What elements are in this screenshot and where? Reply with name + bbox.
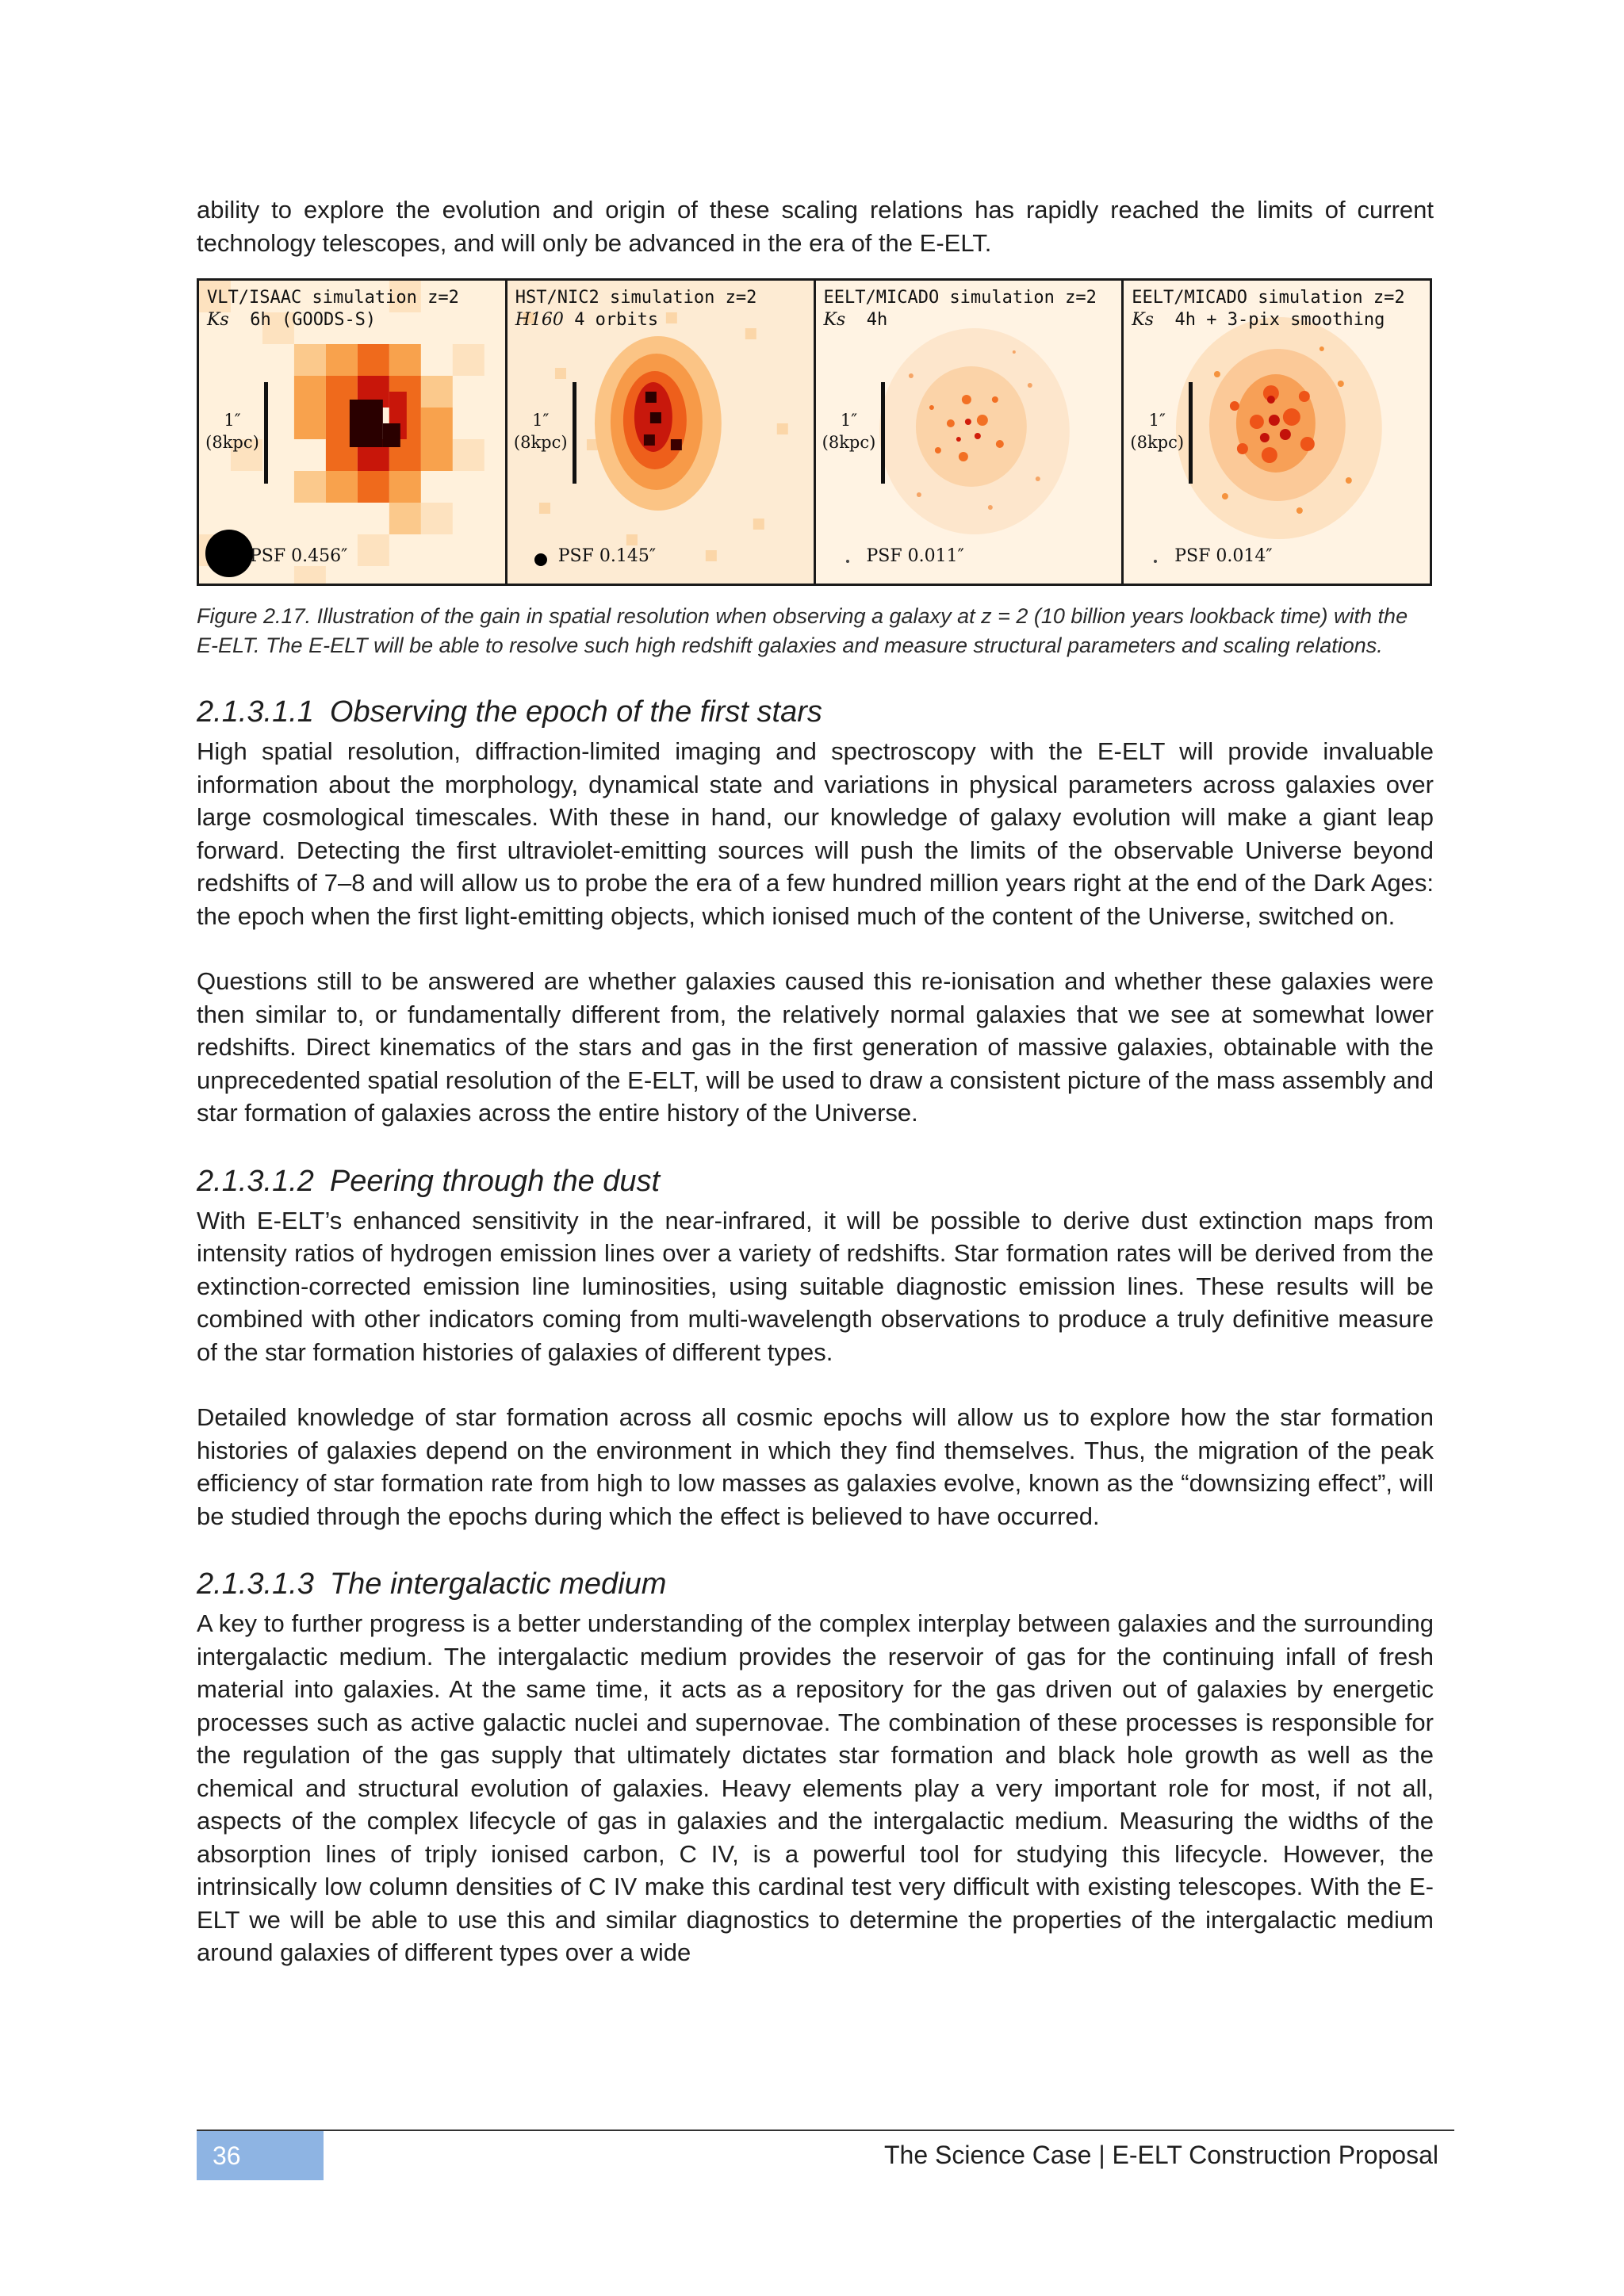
panel-title: VLT/ISAAC simulation z=2 Ks 6h (GOODS-S) bbox=[207, 288, 459, 330]
scale-label: 1″ (8kpc) bbox=[822, 411, 876, 452]
scale-bar bbox=[881, 382, 885, 484]
footer-rule bbox=[197, 2130, 1454, 2131]
section-heading: 2.1.3.1.2 Peering through the dust bbox=[197, 1164, 661, 1198]
page-content bbox=[197, 193, 1434, 1969]
panel-title: EELT/MICADO simulation z=2 Ks 4h bbox=[823, 288, 1097, 330]
footer-title: The Science Case | E-ELT Construction Proposal bbox=[883, 2141, 1438, 2169]
figure-panel-eelt-micado-smoothed bbox=[1124, 281, 1430, 584]
section-paragraph: With E-ELT’s enhanced sensitivity in the near-infrared, it will be possible to derive dust extinction maps from intensity ratios of hydrogen emission lines over a variety of redshifts. Star formation rates will be derived from the extinction-corrected emission line luminosities, using suitable diagnostic emission lines. These results will be combined with other indicators coming from multi-wavelength observations to produce a truly definitive measure of the star formation histories of galaxies of different types. bbox=[197, 1206, 1434, 1366]
scale-bar bbox=[573, 382, 576, 484]
figure-panel-eelt-micado bbox=[816, 281, 1124, 584]
figure-panel-hst-nic2 bbox=[508, 281, 816, 584]
panel-title: HST/NIC2 simulation z=2 H160 4 orbits bbox=[515, 288, 757, 330]
scale-bar bbox=[264, 382, 268, 484]
psf-label: PSF 0.011″ bbox=[866, 546, 964, 566]
scale-label: 1″ (8kpc) bbox=[513, 411, 568, 452]
section-paragraph: Questions still to be answered are whether galaxies caused this re-ionisation and whether these galaxies were then similar to, or fundamentally different from, the relatively normal galaxies that we see at somewhat lower redshifts. Direct kinematics of the stars and gas in the first generation of massive galaxies, obtainable with the unprecedented spatial resolution of the E-ELT, will be used to draw a consistent picture of the mass assembly and star formation of galaxies across the entire history of the Universe. bbox=[197, 967, 1434, 1127]
scale-label: 1″ (8kpc) bbox=[1130, 411, 1185, 452]
section-paragraph: Detailed knowledge of star formation across all cosmic epochs will allow us to explore how the star formation histories of galaxies depend on the environment in which they find themselves. Thus, the migration of the peak efficiency of star formation rate from high to low masses as galaxies evolve, known as the “downsizing effect”, will be studied through the epochs during which the effect is believed to have occurred. bbox=[197, 1403, 1434, 1530]
psf-label: PSF 0.145″ bbox=[557, 546, 657, 566]
scale-bar bbox=[1189, 382, 1193, 484]
figure-panel-vlt-isaac bbox=[199, 281, 508, 584]
section-heading: 2.1.3.1.1 Observing the epoch of the first stars bbox=[197, 695, 822, 729]
scale-label: 1″ (8kpc) bbox=[205, 411, 259, 452]
section-paragraph: A key to further progress is a better understanding of the complex interplay between galaxies and the surrounding intergalactic medium. The intergalactic medium provides the reservoir of gas for the continuing infall of fresh material into galaxies. At the same time, it acts as a repository for the gas driven out of galaxies by energetic processes such as active galactic nuclei and supernovae. The combination of these processes is responsible for the regulation of the gas supply that ultimately dictates star formation and black hole growth as well as the chemical and structural evolution of galaxies. Heavy elements play a very important role for most, if not all, aspects of the complex lifecycle of gas in galaxies and the intergalactic medium. Measuring the widths of the absorption lines of triply ionised carbon, C IV, is a powerful tool for studying this lifecycle. However, the intrinsically low column densities of C IV make this cardinal test very difficult with existing telescopes. With the E-ELT we will be able to use this and similar diagnostics to determine the properties of the intergalactic medium around galaxies of different types over a wide bbox=[197, 1609, 1434, 1966]
psf-label: PSF 0.456″ bbox=[250, 546, 348, 566]
figure-caption: Figure 2.17. Illustration of the gain in spatial resolution when observing a galaxy at z = 2 (10 billion years lookback time) with the E-ELT. The E-ELT will be able to resolve such high redshift galaxies and measure structural parameters and scaling relations. bbox=[197, 604, 1408, 657]
section-paragraph: High spatial resolution, diffraction-limited imaging and spectroscopy with the E-ELT will provide invaluable information about the morphology, dynamical state and variations in physical parameters across galaxies over large cosmological timescales. With these in hand, our knowledge of galaxy evolution will make a giant leap forward. Detecting the first ultraviolet-emitting sources will push the limits of the observable Universe beyond redshifts of 7–8 and will allow us to probe the era of a few hundred million years right at the end of the Dark Ages: the epoch when the first light-emitting objects, which ionised much of the content of the Universe, switched on. bbox=[197, 737, 1434, 930]
psf-label: PSF 0.014″ bbox=[1174, 546, 1273, 566]
section-heading: 2.1.3.1.3 The intergalactic medium bbox=[197, 1567, 667, 1601]
panel-title: EELT/MICADO simulation z=2 Ks 4h + 3-pix smoothing bbox=[1132, 288, 1405, 330]
intro-paragraph: ability to explore the evolution and origin of these scaling relations has rapidly reached the limits of current technology telescopes, and will only be advanced in the era of the E-ELT. bbox=[197, 196, 1434, 257]
figure-2-17 bbox=[197, 278, 1432, 586]
page-number: 36 bbox=[197, 2131, 324, 2180]
